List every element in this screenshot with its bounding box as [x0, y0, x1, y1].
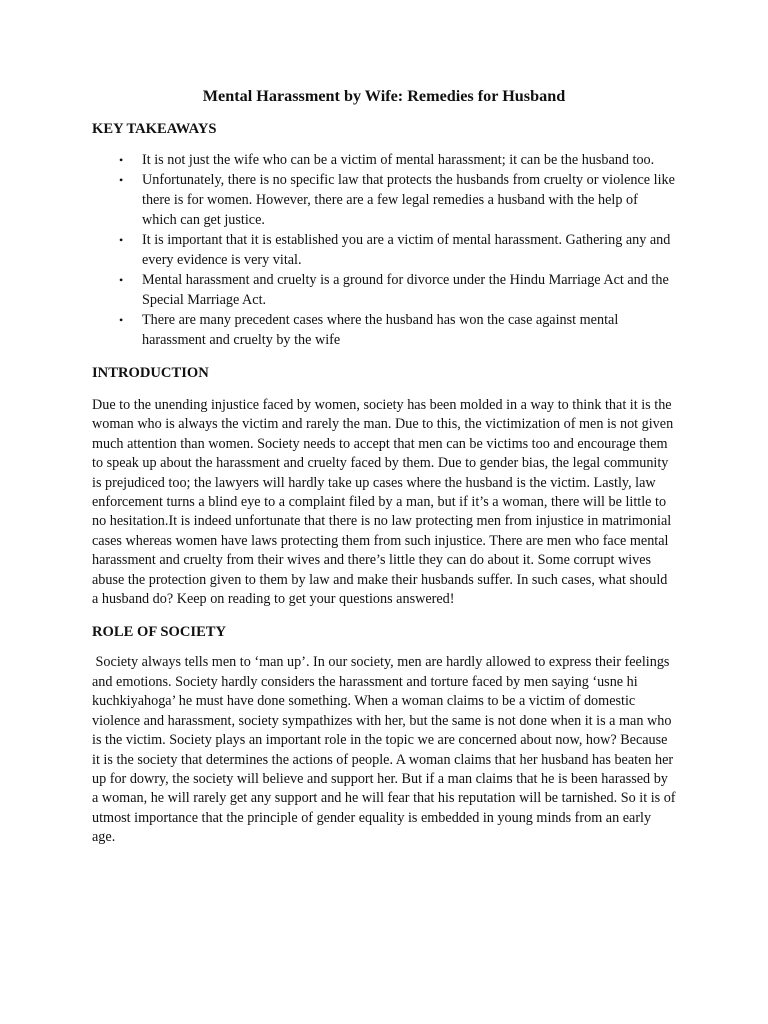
- list-item: [92, 310, 676, 350]
- introduction-heading: INTRODUCTION: [92, 365, 209, 381]
- bullet-icon: •: [119, 153, 124, 167]
- introduction-paragraph: Due to the unending injustice faced by women, society has been molded in a way to think that it is the woman who is always the victim and rarely the man. Due to this, the victimization of men is not given much attention than women. Society needs to accept that men can be victims too and encourage them to speak up about the harassment and cruelty faced by them. Due to gender bias, the legal community is prejudiced too; the lawyers will hardly take up cases where the husband is the victim. Lastly, law enforcement turns a blind eye to a complaint filed by a man, but if it’s a woman, there will be little to no hesitation.It is indeed unfortunate that there is no law protecting men from injustice in matrimonial cases whereas women have laws protecting them from such injustice. There are men who face mental harassment and cruelty from their wives and there’s little they can do about it. Some corrupt wives abuse the protection given to them by law and make their husbands suffer. In such cases, what should a husband do? Keep on reading to get your questions answered!: [92, 397, 677, 608]
- document-title: Mental Harassment by Wife: Remedies for Husband: [202, 87, 566, 105]
- bullet-icon: •: [119, 273, 124, 287]
- list-item: [92, 170, 676, 230]
- list-item-text: There are many precedent cases where the husband has won the case against mental harassment and cruelty by the wife: [142, 312, 619, 348]
- key-takeaways-list: [92, 150, 676, 350]
- list-item: [92, 230, 676, 270]
- list-item-text: Mental harassment and cruelty is a ground for divorce under the Hindu Marriage Act and the Special Marriage Act.: [142, 272, 669, 308]
- bullet-icon: •: [119, 313, 124, 327]
- list-item-text: It is important that it is established you are a victim of mental harassment. Gathering any and every evidence is very vital.: [142, 232, 671, 268]
- list-item-text: It is not just the wife who can be a victim of mental harassment; it can be the husband too.: [142, 152, 655, 168]
- list-item-text: Unfortunately, there is no specific law that protects the husbands from cruelty or violence like there is for women. However, there are a few legal remedies a husband with the help of which can get justice.: [142, 172, 675, 228]
- list-item: [92, 150, 676, 170]
- list-item: [92, 270, 676, 310]
- document-page: [92, 86, 680, 848]
- role-of-society-paragraph: Society always tells men to ‘man up’. In our society, men are hardly allowed to express their feelings and emotions. Society hardly considers the harassment and torture faced by men saying ‘usne hi kuchkiyahoga’ he must have done something. When a woman claims to be a victim of domestic violence and harassment, society sympathizes with her, but the same is not done when it is a man who is the victim. Society plays an important role in the topic we are concerned about now, how? Because it is the society that determines the actions of people. A woman claims that her husband has beaten her up for dowry, the society will believe and support her. But if a man claims that he is been harassed by a woman, he will rarely get any support and he will fear that his reputation will be tarnished. So it is of utmost importance that the principle of gender equality is embedded in young minds from an early age.: [92, 654, 680, 846]
- role-of-society-heading: ROLE OF SOCIETY: [92, 624, 227, 641]
- bullet-icon: •: [119, 233, 124, 247]
- bullet-icon: •: [119, 173, 124, 187]
- key-takeaways-heading: KEY TAKEAWAYS: [92, 121, 217, 137]
